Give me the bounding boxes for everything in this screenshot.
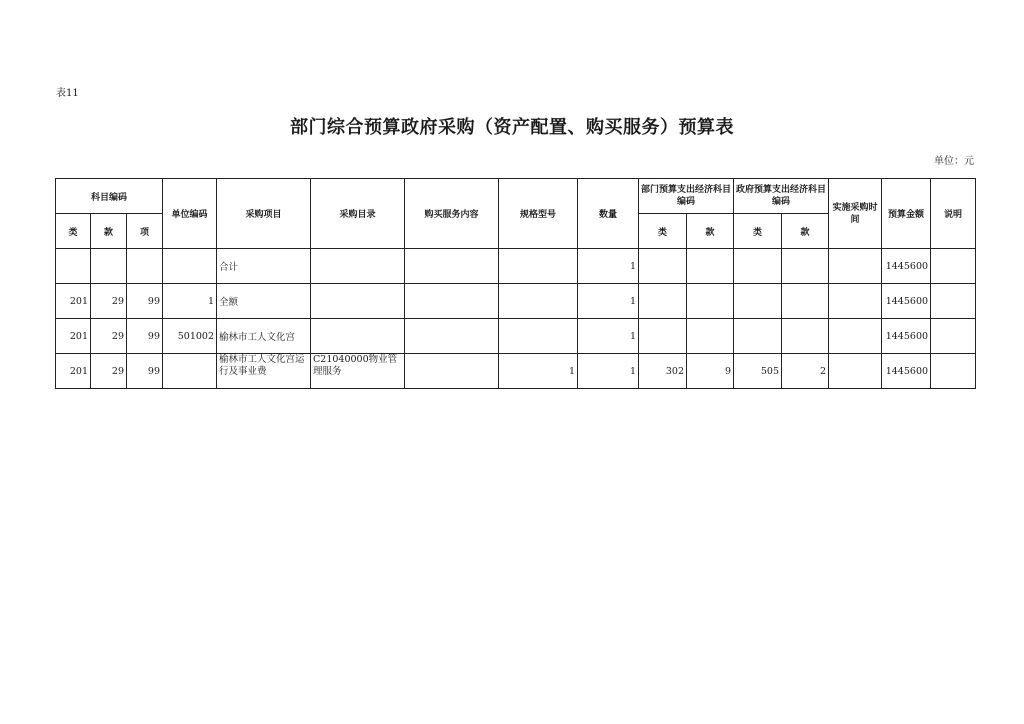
cell-impl-time [829, 249, 882, 284]
cell-unit-code: 501002 [163, 319, 217, 354]
cell-quantity: 1 [578, 249, 639, 284]
cell-item: 全额 [217, 284, 311, 319]
cell-gov-lei [734, 319, 782, 354]
cell-unit-code [163, 354, 217, 389]
header-subject-code: 科目编码 [56, 179, 163, 214]
table-row [56, 319, 976, 354]
cell-gov-kuan [782, 319, 829, 354]
cell-note [931, 284, 976, 319]
cell-quantity: 1 [578, 319, 639, 354]
cell-dept-lei [639, 249, 687, 284]
header-procure-catalog: 采购目录 [311, 179, 405, 249]
header-quantity: 数量 [578, 179, 639, 249]
cell-note [931, 354, 976, 389]
header-procure-item: 采购项目 [217, 179, 311, 249]
table-number: 表11 [56, 88, 79, 99]
cell-gov-lei [734, 249, 782, 284]
header-note: 说明 [931, 179, 976, 249]
cell-impl-time [829, 354, 882, 389]
cell-kuan: 29 [91, 354, 127, 389]
cell-catalog [311, 249, 405, 284]
cell-gov-kuan [782, 284, 829, 319]
cell-dept-lei [639, 319, 687, 354]
budget-table [55, 178, 976, 389]
header-kuan: 款 [91, 214, 127, 249]
cell-amount: 1445600 [882, 319, 931, 354]
cell-impl-time [829, 319, 882, 354]
cell-service [405, 249, 499, 284]
cell-service [405, 284, 499, 319]
cell-item: 合计 [217, 249, 311, 284]
cell-item: 榆林市工人文化宫 [217, 319, 311, 354]
cell-catalog: C21040000物业管理服务 [311, 354, 405, 389]
cell-dept-kuan: 9 [687, 354, 734, 389]
cell-amount: 1445600 [882, 284, 931, 319]
cell-dept-kuan [687, 249, 734, 284]
table-row [56, 249, 976, 284]
table-row [56, 354, 976, 389]
cell-dept-lei: 302 [639, 354, 687, 389]
cell-gov-lei [734, 284, 782, 319]
header-gov-lei: 类 [734, 214, 782, 249]
header-xiang: 项 [127, 214, 163, 249]
cell-kuan [91, 249, 127, 284]
cell-note [931, 249, 976, 284]
cell-dept-kuan [687, 284, 734, 319]
cell-xiang: 99 [127, 319, 163, 354]
header-budget-amount: 预算金额 [882, 179, 931, 249]
cell-lei: 201 [56, 284, 91, 319]
header-dept-kuan: 款 [687, 214, 734, 249]
page-title: 部门综合预算政府采购（资产配置、购买服务）预算表 [290, 117, 734, 138]
cell-xiang: 99 [127, 354, 163, 389]
cell-service [405, 354, 499, 389]
cell-kuan: 29 [91, 319, 127, 354]
table-row [56, 284, 976, 319]
cell-spec: 1 [499, 354, 578, 389]
cell-impl-time [829, 284, 882, 319]
cell-kuan: 29 [91, 284, 127, 319]
cell-quantity: 1 [578, 354, 639, 389]
cell-amount: 1445600 [882, 354, 931, 389]
header-lei: 类 [56, 214, 91, 249]
cell-catalog [311, 319, 405, 354]
cell-dept-kuan [687, 319, 734, 354]
cell-lei [56, 249, 91, 284]
cell-spec [499, 284, 578, 319]
header-unit-code: 单位编码 [163, 179, 217, 249]
cell-gov-lei: 505 [734, 354, 782, 389]
cell-dept-lei [639, 284, 687, 319]
cell-item: 榆林市工人文化宫运行及事业费 [217, 354, 311, 389]
header-impl-time: 实施采购时间 [829, 179, 882, 249]
cell-spec [499, 319, 578, 354]
cell-amount: 1445600 [882, 249, 931, 284]
cell-lei: 201 [56, 319, 91, 354]
unit-label: 单位：元 [934, 156, 974, 167]
cell-quantity: 1 [578, 284, 639, 319]
cell-xiang: 99 [127, 284, 163, 319]
header-dept-econ-code: 部门预算支出经济科目编码 [639, 179, 734, 214]
cell-spec [499, 249, 578, 284]
cell-catalog [311, 284, 405, 319]
header-spec-model: 规格型号 [499, 179, 578, 249]
cell-lei: 201 [56, 354, 91, 389]
cell-gov-kuan: 2 [782, 354, 829, 389]
cell-xiang [127, 249, 163, 284]
header-gov-econ-code: 政府预算支出经济科目编码 [734, 179, 829, 214]
header-service-content: 购买服务内容 [405, 179, 499, 249]
cell-unit-code: 1 [163, 284, 217, 319]
cell-unit-code [163, 249, 217, 284]
cell-gov-kuan [782, 249, 829, 284]
cell-service [405, 319, 499, 354]
cell-note [931, 319, 976, 354]
header-dept-lei: 类 [639, 214, 687, 249]
header-gov-kuan: 款 [782, 214, 829, 249]
